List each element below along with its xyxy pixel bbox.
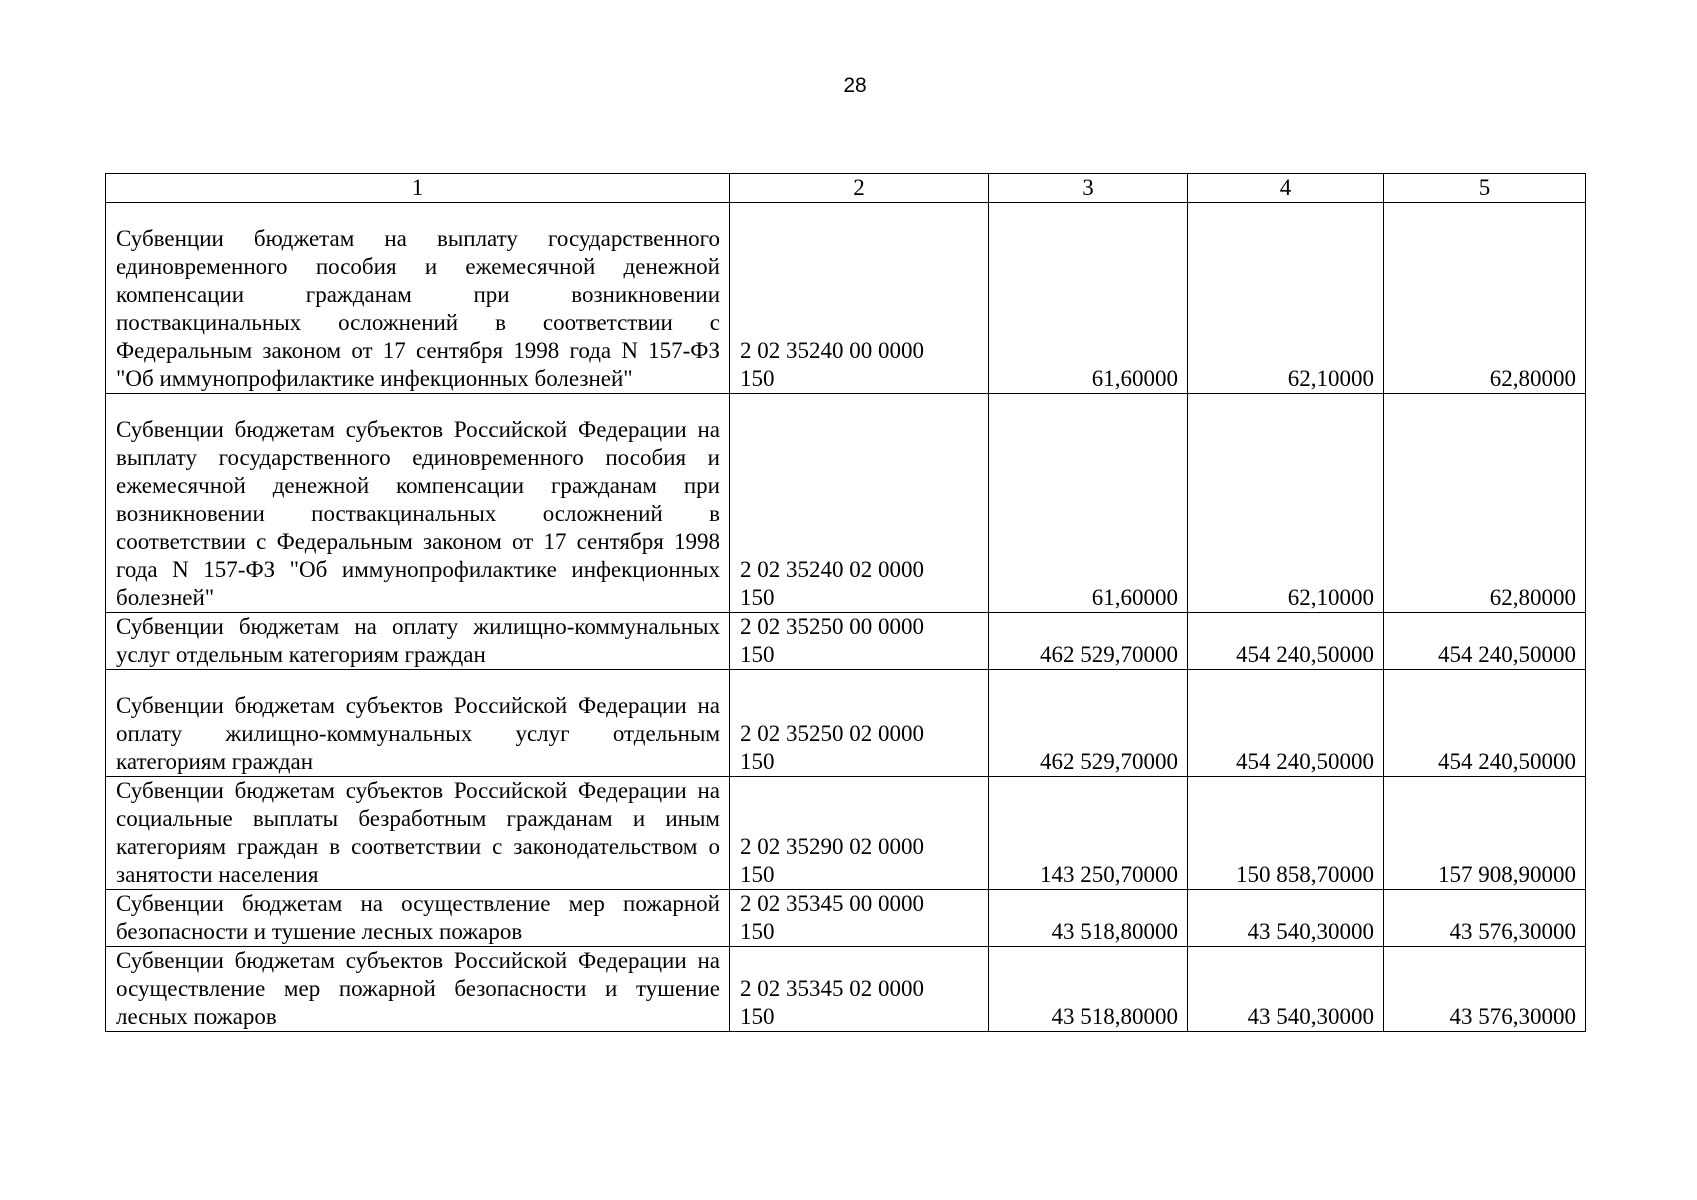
row-value-col4: 43 540,30000	[1188, 947, 1384, 1032]
row-description: Субвенции бюджетам субъектов Российской Федерации на социальные выплаты безработным гражданам и иным категориям граждан в соответствии с законодательством о занятости населения	[106, 777, 730, 890]
table-row	[106, 203, 1586, 394]
row-value-col4: 454 240,50000	[1188, 670, 1384, 777]
row-description: Субвенции бюджетам субъектов Российской Федерации на оплату жилищно-коммунальных услуг отдельным категориям граждан	[106, 670, 730, 777]
budget-code-text: 2 02 35345 00 0000 150	[740, 891, 924, 944]
page-number: 28	[843, 74, 867, 97]
budget-code-text: 2 02 35290 02 0000 150	[740, 834, 924, 887]
row-value-col4: 62,10000	[1188, 394, 1384, 613]
column-header-3: 3	[989, 174, 1188, 203]
column-header-4: 4	[1188, 174, 1384, 203]
row-value-col4: 43 540,30000	[1188, 890, 1384, 947]
column-header-5: 5	[1384, 174, 1586, 203]
row-value-col3: 43 518,80000	[989, 890, 1188, 947]
row-value-col5: 43 576,30000	[1384, 947, 1586, 1032]
row-budget-code	[730, 203, 989, 394]
row-value-col4: 62,10000	[1188, 203, 1384, 394]
row-budget-code	[730, 670, 989, 777]
row-budget-code	[730, 613, 989, 670]
row-budget-code	[730, 777, 989, 890]
row-value-col3: 43 518,80000	[989, 947, 1188, 1032]
row-value-col3: 61,60000	[989, 203, 1188, 394]
row-value-col5: 62,80000	[1384, 203, 1586, 394]
budget-code-text: 2 02 35250 00 0000 150	[740, 614, 924, 667]
table-row	[106, 613, 1586, 670]
budget-code-text: 2 02 35250 02 0000 150	[740, 721, 924, 774]
budget-code-text: 2 02 35345 02 0000 150	[740, 976, 924, 1029]
budget-code-text: 2 02 35240 02 0000 150	[740, 557, 924, 610]
budget-code-text: 2 02 35240 00 0000 150	[740, 338, 924, 391]
table-row	[106, 670, 1586, 777]
column-header-1: 1	[106, 174, 730, 203]
row-value-col4: 454 240,50000	[1188, 613, 1384, 670]
row-value-col3: 462 529,70000	[989, 670, 1188, 777]
table-body	[106, 203, 1586, 1032]
row-description: Субвенции бюджетам на выплату государственного единовременного пособия и ежемесячной денежной компенсации гражданам при возникновении поствакцинальных осложнений в соответствии с Федеральным законом от 17 сентября 1998 года N 157-ФЗ "Об иммунопрофилактике инфекционных болезней"	[106, 203, 730, 394]
header-row	[106, 174, 1586, 203]
row-budget-code	[730, 947, 989, 1032]
table-row	[106, 890, 1586, 947]
row-description: Субвенции бюджетам субъектов Российской Федерации на осуществление мер пожарной безопасности и тушение лесных пожаров	[106, 947, 730, 1032]
table-row	[106, 947, 1586, 1032]
budget-table	[105, 173, 1586, 1032]
row-value-col5: 43 576,30000	[1384, 890, 1586, 947]
row-value-col3: 61,60000	[989, 394, 1188, 613]
table-row	[106, 394, 1586, 613]
table-header	[106, 174, 1586, 203]
row-value-col5: 157 908,90000	[1384, 777, 1586, 890]
row-value-col5: 454 240,50000	[1384, 613, 1586, 670]
row-description: Субвенции бюджетам на оплату жилищно-коммунальных услуг отдельным категориям граждан	[106, 613, 730, 670]
column-header-2: 2	[730, 174, 989, 203]
table-row	[106, 777, 1586, 890]
row-description: Субвенции бюджетам на осуществление мер пожарной безопасности и тушение лесных пожаров	[106, 890, 730, 947]
row-value-col3: 462 529,70000	[989, 613, 1188, 670]
row-budget-code	[730, 890, 989, 947]
row-value-col5: 62,80000	[1384, 394, 1586, 613]
row-value-col3: 143 250,70000	[989, 777, 1188, 890]
row-value-col4: 150 858,70000	[1188, 777, 1384, 890]
row-budget-code	[730, 394, 989, 613]
row-value-col5: 454 240,50000	[1384, 670, 1586, 777]
row-description: Субвенции бюджетам субъектов Российской Федерации на выплату государственного единовременного пособия и ежемесячной денежной компенсации гражданам при возникновении поствакцинальных осложнений в соответствии с Федеральным законом от 17 сентября 1998 года N 157-ФЗ "Об иммунопрофилактике инфекционных болезней"	[106, 394, 730, 613]
